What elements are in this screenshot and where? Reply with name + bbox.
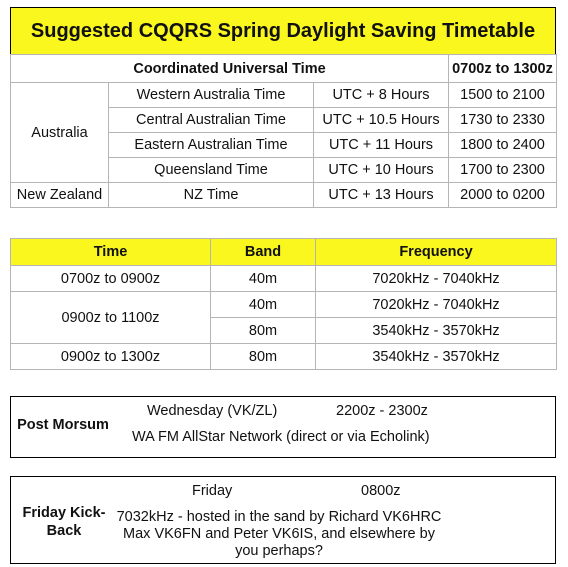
- zone-name: Western Australia Time: [109, 83, 314, 108]
- table-row: [11, 344, 557, 370]
- post-morsum-time: 2200z - 2300z: [336, 403, 428, 419]
- utc-header: Coordinated Universal Time: [11, 55, 449, 83]
- frequency-cell: 7020kHz - 7040kHz: [316, 266, 557, 292]
- friday-day: Friday: [192, 483, 233, 499]
- zone-offset: UTC + 11 Hours: [314, 133, 449, 158]
- zone-local: 1500 to 2100: [449, 83, 557, 108]
- page-title: [10, 7, 556, 54]
- friday-kickback-label: Friday Kick-Back: [22, 505, 106, 539]
- band-header: Band: [211, 239, 316, 266]
- post-morsum-network: WA FM AllStar Network (direct or via Echolink): [132, 429, 430, 445]
- band-table: [10, 238, 557, 370]
- post-morsum-day: Wednesday (VK/ZL): [147, 403, 278, 419]
- zone-local: 2000 to 0200: [449, 183, 557, 208]
- post-morsum-panel: [10, 396, 556, 458]
- band-cell: 40m: [211, 292, 316, 318]
- time-cell: 0900z to 1300z: [11, 344, 211, 370]
- frequency-cell: 3540kHz - 3570kHz: [316, 344, 557, 370]
- frequency-header: Frequency: [316, 239, 557, 266]
- zone-name: Eastern Australian Time: [109, 133, 314, 158]
- timezone-table: [10, 54, 557, 208]
- nz-label: New Zealand: [11, 183, 109, 208]
- zone-name: Queensland Time: [109, 158, 314, 183]
- utc-window: 0700z to 1300z: [449, 55, 557, 83]
- zone-name: Central Australian Time: [109, 108, 314, 133]
- zone-name: NZ Time: [109, 183, 314, 208]
- table-row: [11, 83, 557, 108]
- australia-label: Australia: [11, 83, 109, 183]
- band-cell: 40m: [211, 266, 316, 292]
- zone-offset: UTC + 10.5 Hours: [314, 108, 449, 133]
- friday-time: 0800z: [361, 483, 401, 499]
- friday-kickback-panel: [10, 476, 556, 564]
- frequency-cell: 7020kHz - 7040kHz: [316, 292, 557, 318]
- time-cell: 0900z to 1100z: [11, 292, 211, 344]
- band-cell: 80m: [211, 344, 316, 370]
- table-row: [11, 292, 557, 318]
- zone-offset: UTC + 8 Hours: [314, 83, 449, 108]
- zone-local: 1730 to 2330: [449, 108, 557, 133]
- zone-local: 1800 to 2400: [449, 133, 557, 158]
- page-title-text: Suggested CQQRS Spring Daylight Saving Timetable: [30, 19, 536, 42]
- friday-details: 7032kHz - hosted in the sand by Richard VK6HRC Max VK6FN and Peter VK6IS, and elsewhere by you perhaps?: [116, 509, 442, 559]
- zone-offset: UTC + 13 Hours: [314, 183, 449, 208]
- band-header-row: [11, 239, 557, 266]
- time-cell: 0700z to 0900z: [11, 266, 211, 292]
- table-row: [11, 183, 557, 208]
- band-cell: 80m: [211, 318, 316, 344]
- time-header: Time: [11, 239, 211, 266]
- post-morsum-label: Post Morsum: [17, 417, 109, 433]
- timezone-header-row: [11, 55, 557, 83]
- frequency-cell: 3540kHz - 3570kHz: [316, 318, 557, 344]
- zone-offset: UTC + 10 Hours: [314, 158, 449, 183]
- zone-local: 1700 to 2300: [449, 158, 557, 183]
- table-row: [11, 266, 557, 292]
